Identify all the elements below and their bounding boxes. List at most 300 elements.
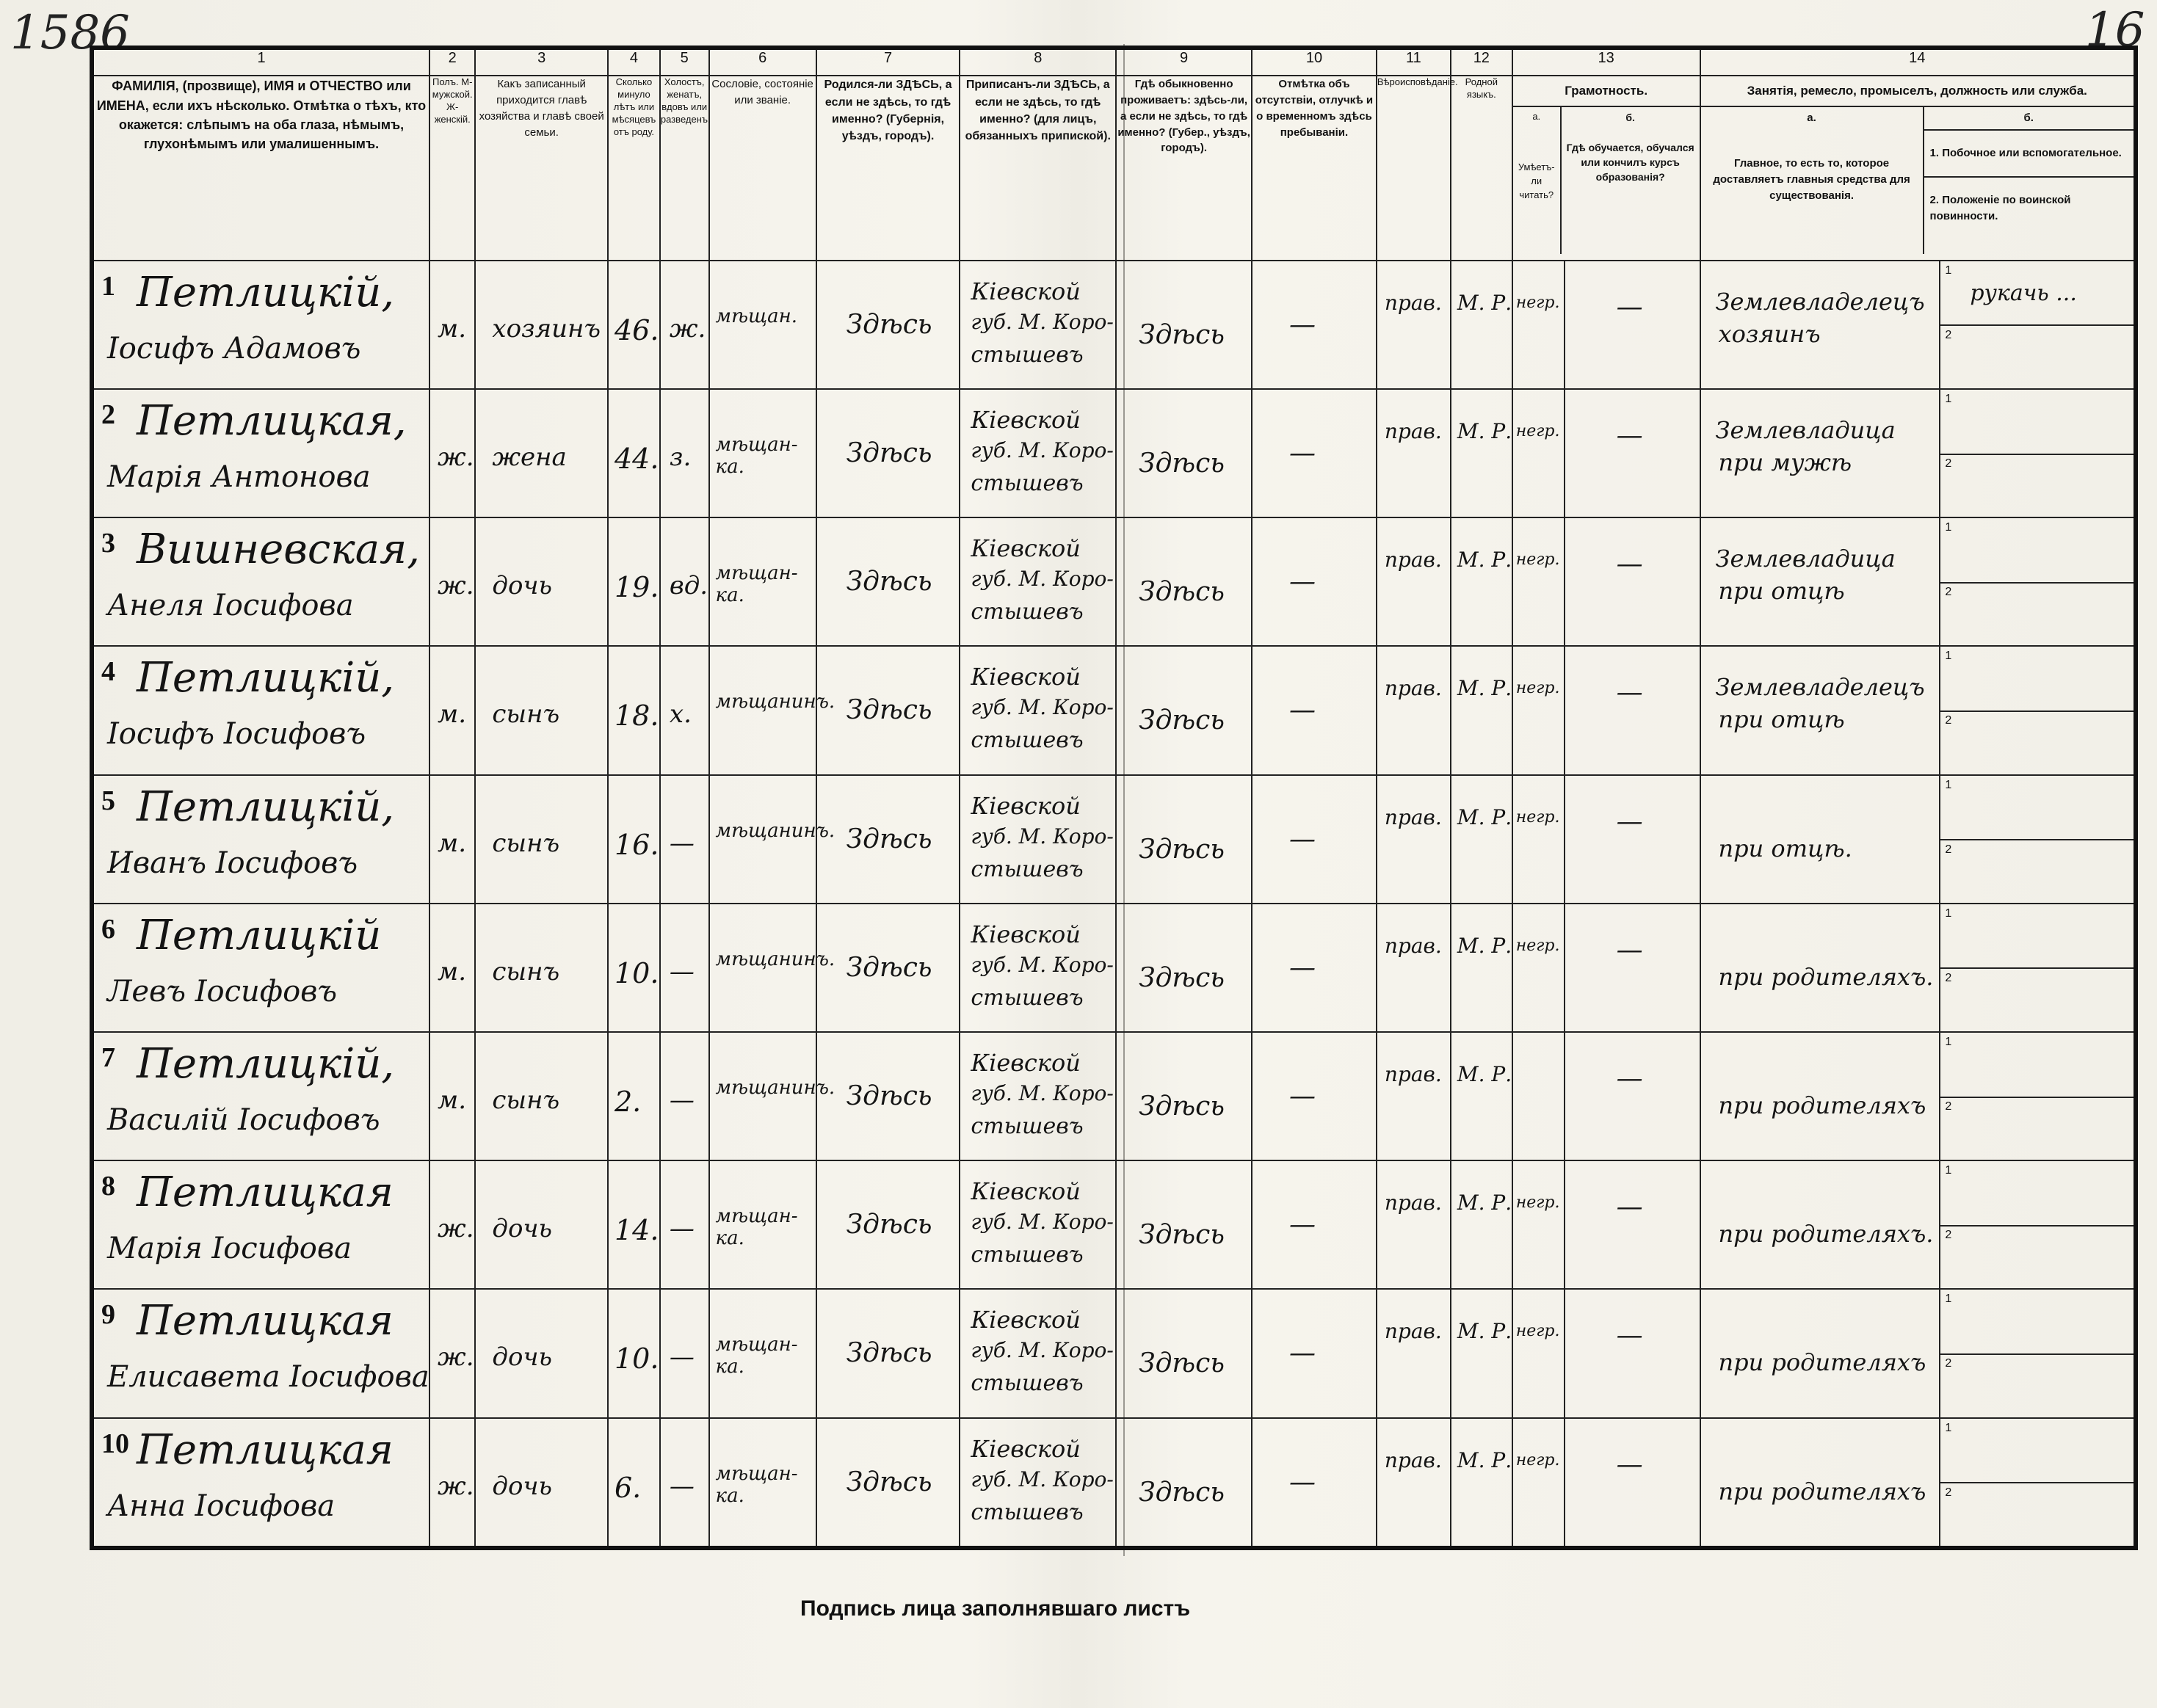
cell-literate xyxy=(1512,1289,1565,1417)
sex: м. xyxy=(438,313,467,344)
cell-sex xyxy=(429,775,475,904)
cell-occupation xyxy=(1700,1032,1940,1160)
religion: прав. xyxy=(1384,290,1442,315)
sub-label-2: 2 xyxy=(1945,843,1952,856)
header-occupation-a-label: а. xyxy=(1807,112,1816,125)
occupation-2: при родителяхъ. xyxy=(1718,1220,1934,1249)
school: — xyxy=(1616,934,1643,965)
cell-side-occupation xyxy=(1940,261,2136,389)
registered-3: стышевъ xyxy=(971,727,1084,754)
marital: — xyxy=(669,1085,695,1115)
colnum-5: 5 xyxy=(660,48,709,76)
cell-sex xyxy=(429,261,475,389)
cell-absence xyxy=(1252,1032,1377,1160)
cell-absence xyxy=(1252,646,1377,774)
residence: Здѣсь xyxy=(1139,962,1225,993)
registered-2: губ. М. Коро- xyxy=(971,824,1114,848)
cell-name xyxy=(92,775,429,904)
cell-estate xyxy=(709,646,835,774)
header-residence: Гдѣ обыкновенно проживаетъ: здѣсь-ли, а если не здѣсь, то гдѣ именно? (Губер., уѣздъ, городъ). xyxy=(1116,76,1252,260)
registered-3: стышевъ xyxy=(971,470,1084,496)
cell-name xyxy=(92,517,429,646)
cell-residence xyxy=(1116,517,1252,646)
cell-occupation xyxy=(1700,775,1940,904)
marital: ж. xyxy=(669,313,706,344)
cell-side-occupation xyxy=(1940,646,2136,774)
sub-label-1: 1 xyxy=(1945,906,1952,920)
occupation-2: при родителяхъ xyxy=(1718,1091,1926,1119)
cell-age xyxy=(608,261,660,389)
absence: — xyxy=(1289,309,1316,340)
cell-marital xyxy=(660,389,709,517)
occupation-1: Землевладица xyxy=(1715,415,1896,444)
born: Здѣсь xyxy=(846,1080,932,1111)
header-literacy-b-label: б. xyxy=(1625,112,1635,124)
cell-born xyxy=(816,904,960,1032)
cell-estate xyxy=(709,1418,816,1548)
surname: Вишневская, xyxy=(137,526,420,574)
registered-3: стышевъ xyxy=(971,1499,1084,1525)
registered-2: губ. М. Коро- xyxy=(971,1080,1114,1105)
school: — xyxy=(1616,291,1643,322)
age: 46. xyxy=(614,313,659,346)
estate: мѣщанинъ. xyxy=(715,819,835,842)
cell-absence xyxy=(1252,1418,1377,1548)
cell-name xyxy=(92,389,429,517)
estate: мѣщан-ка. xyxy=(715,433,798,478)
cell-school xyxy=(1565,1289,1700,1417)
cell-school xyxy=(1565,1418,1700,1548)
cell-sex xyxy=(429,1160,475,1289)
cell-registered xyxy=(960,517,1116,646)
cell-relation xyxy=(475,1032,608,1160)
cell-language xyxy=(1451,1160,1512,1289)
age: 2. xyxy=(614,1085,642,1118)
cell-literate xyxy=(1512,904,1565,1032)
header-literacy-title: Грамотность. xyxy=(1513,76,1700,107)
cell-language xyxy=(1451,389,1512,517)
sub-label-1: 1 xyxy=(1945,1293,1952,1306)
cell-occupation xyxy=(1700,1289,1940,1417)
sub-divider xyxy=(1940,839,2134,840)
born: Здѣсь xyxy=(846,567,932,597)
cell-religion xyxy=(1377,646,1451,774)
sub-label-2: 2 xyxy=(1945,714,1952,727)
cell-relation xyxy=(475,517,608,646)
registered-1: Кіевской xyxy=(971,1306,1081,1334)
cell-sex xyxy=(429,517,475,646)
sex: ж. xyxy=(438,1214,474,1244)
literate: негр. xyxy=(1515,1322,1560,1341)
header-occupation-b-label: б. xyxy=(2023,112,2034,125)
age: 10. xyxy=(614,956,659,989)
cell-literate xyxy=(1512,1160,1565,1289)
header-sex: Полъ. М-мужской. Ж-женскій. xyxy=(429,76,475,260)
cell-marital xyxy=(660,1160,709,1289)
school: — xyxy=(1616,1192,1643,1223)
sex: м. xyxy=(438,1085,467,1115)
cell-side-occupation xyxy=(1940,775,2136,904)
cell-age xyxy=(608,1032,660,1160)
registered-3: стышевъ xyxy=(971,856,1084,882)
sub-divider xyxy=(1940,1482,2134,1483)
colnum-13: 13 xyxy=(1512,48,1700,76)
sub-label-2: 2 xyxy=(1945,586,1952,599)
registered-1: Кіевской xyxy=(971,1434,1081,1463)
colnum-3: 3 xyxy=(475,48,608,76)
relation: хозяинъ xyxy=(492,313,601,344)
born: Здѣсь xyxy=(846,1467,932,1497)
cell-marital xyxy=(660,1032,709,1160)
page-number-right: 16 xyxy=(2085,3,2145,57)
header-occupation xyxy=(1700,76,2136,260)
cell-residence xyxy=(1116,646,1252,774)
cell-age xyxy=(608,646,660,774)
residence: Здѣсь xyxy=(1139,1348,1225,1379)
occupation-2: при родителяхъ xyxy=(1718,1348,1926,1377)
cell-relation xyxy=(475,646,608,774)
sub-label-1: 1 xyxy=(1945,521,1952,534)
cell-marital xyxy=(660,517,709,646)
cell-language xyxy=(1451,1418,1512,1548)
cell-estate xyxy=(709,1289,816,1417)
sub-label-1: 1 xyxy=(1945,1421,1952,1434)
residence: Здѣсь xyxy=(1139,319,1225,350)
column-number-row xyxy=(92,48,2136,76)
surname: Петлицкій, xyxy=(137,1039,395,1088)
header-estate: Сословіе, состояніе или званіе. xyxy=(709,76,816,260)
cell-name xyxy=(92,261,429,389)
sub-label-2: 2 xyxy=(1945,1229,1952,1242)
cell-school xyxy=(1565,517,1700,646)
cell-absence xyxy=(1252,517,1377,646)
registered-3: стышевъ xyxy=(971,1113,1084,1139)
relation: дочь xyxy=(492,1342,553,1373)
age: 10. xyxy=(614,1342,659,1376)
given-name: Левъ Іосифовъ xyxy=(107,974,338,1009)
age: 19. xyxy=(614,571,659,604)
cell-side-occupation xyxy=(1940,389,2136,517)
cell-estate xyxy=(709,775,835,904)
sub-label-1: 1 xyxy=(1945,778,1952,791)
cell-school xyxy=(1565,904,1700,1032)
cell-relation xyxy=(475,261,608,389)
census-row xyxy=(92,904,2136,1032)
residence: Здѣсь xyxy=(1139,1477,1225,1508)
surname: Петлицкая xyxy=(137,1425,394,1474)
sub-divider xyxy=(1940,711,2134,712)
cell-registered xyxy=(960,775,1116,904)
surname: Петлицкая, xyxy=(137,396,407,445)
estate: мѣщанинъ. xyxy=(715,1076,835,1099)
cell-residence xyxy=(1116,904,1252,1032)
cell-language xyxy=(1451,517,1512,646)
cell-school xyxy=(1565,261,1700,389)
born: Здѣсь xyxy=(846,437,932,468)
cell-marital xyxy=(660,904,709,1032)
sex: ж. xyxy=(438,1471,474,1501)
cell-estate xyxy=(709,904,835,1032)
cell-language xyxy=(1451,646,1512,774)
registered-1: Кіевской xyxy=(971,1048,1081,1077)
born: Здѣсь xyxy=(846,695,932,726)
sub-divider xyxy=(1940,454,2134,455)
absence: — xyxy=(1289,695,1316,726)
language: М. Р. xyxy=(1457,933,1512,958)
residence: Здѣсь xyxy=(1139,448,1225,479)
literate: негр. xyxy=(1515,936,1560,955)
row-number: 10 xyxy=(101,1428,129,1459)
sex: м. xyxy=(438,828,467,858)
registered-3: стышевъ xyxy=(971,599,1084,625)
religion: прав. xyxy=(1384,418,1442,443)
absence: — xyxy=(1289,1467,1316,1497)
religion: прав. xyxy=(1384,676,1442,701)
cell-born xyxy=(816,1160,960,1289)
cell-religion xyxy=(1377,261,1451,389)
marital: з. xyxy=(669,442,692,472)
row-number: 7 xyxy=(101,1042,115,1073)
language: М. Р. xyxy=(1457,1447,1512,1472)
cell-born xyxy=(816,1418,960,1548)
cell-estate xyxy=(709,1160,816,1289)
sub-label-1: 1 xyxy=(1945,1035,1952,1048)
cell-estate xyxy=(709,1032,835,1160)
cell-absence xyxy=(1252,1289,1377,1417)
colnum-12: 12 xyxy=(1451,48,1512,76)
age: 18. xyxy=(614,699,659,733)
religion: прав. xyxy=(1384,1191,1442,1215)
cell-registered xyxy=(960,261,1116,389)
given-name: Анна Іосифова xyxy=(107,1489,336,1523)
sub-label-2: 2 xyxy=(1945,1486,1952,1499)
header-row xyxy=(92,76,2136,260)
header-main-occupation: Главное, то есть то, которое доставляетъ главныя средства для существованія. xyxy=(1713,157,1910,202)
cell-registered xyxy=(960,646,1116,774)
cell-marital xyxy=(660,775,709,904)
colnum-6: 6 xyxy=(709,48,816,76)
registered-2: губ. М. Коро- xyxy=(971,309,1114,334)
estate: мѣщан-ка. xyxy=(715,562,798,607)
registered-2: губ. М. Коро- xyxy=(971,1210,1114,1235)
estate: мѣщанинъ. xyxy=(715,691,835,713)
cell-religion xyxy=(1377,1160,1451,1289)
cell-residence xyxy=(1116,1160,1252,1289)
cell-literate xyxy=(1512,1032,1565,1160)
relation: сынъ xyxy=(492,956,560,986)
occupation-2: при отцѣ. xyxy=(1718,834,1852,862)
school: — xyxy=(1616,549,1643,580)
registered-3: стышевъ xyxy=(971,1370,1084,1397)
occupation-1: Землевладица xyxy=(1715,545,1896,573)
religion: прав. xyxy=(1384,1447,1442,1472)
sex: м. xyxy=(438,956,467,986)
colnum-8: 8 xyxy=(960,48,1116,76)
cell-born xyxy=(816,1289,960,1417)
row-number: 8 xyxy=(101,1171,115,1202)
cell-born xyxy=(816,646,960,774)
registered-1: Кіевской xyxy=(971,534,1081,563)
cell-age xyxy=(608,517,660,646)
cell-marital xyxy=(660,1418,709,1548)
marital: — xyxy=(669,828,695,858)
header-registered: Приписанъ-ли ЗДѢСЬ, а если не здѣсь, то гдѣ именно? (для лицъ, обязанныхъ припиской). xyxy=(960,76,1116,260)
marital: вд. xyxy=(669,571,708,601)
surname: Петлицкая xyxy=(137,1297,394,1345)
given-name: Иванъ Іосифовъ xyxy=(107,846,358,880)
cell-relation xyxy=(475,1418,608,1548)
registered-3: стышевъ xyxy=(971,984,1084,1011)
cell-registered xyxy=(960,389,1116,517)
cell-born xyxy=(816,1032,960,1160)
age: 16. xyxy=(614,828,659,861)
census-row xyxy=(92,389,2136,517)
cell-marital xyxy=(660,1289,709,1417)
relation: дочь xyxy=(492,1214,553,1244)
language: М. Р. xyxy=(1457,1191,1512,1215)
given-name: Марія Іосифова xyxy=(107,1232,352,1266)
residence: Здѣсь xyxy=(1139,705,1225,736)
cell-age xyxy=(608,1289,660,1417)
cell-side-occupation xyxy=(1940,904,2136,1032)
cell-absence xyxy=(1252,775,1377,904)
cell-absence xyxy=(1252,389,1377,517)
sub-label-1: 1 xyxy=(1945,392,1952,405)
row-number: 2 xyxy=(101,399,115,430)
cell-language xyxy=(1451,775,1512,904)
header-can-read: Умѣетъ-ли читать? xyxy=(1518,161,1555,201)
cell-registered xyxy=(960,1418,1116,1548)
language: М. Р. xyxy=(1457,418,1512,443)
literate: негр. xyxy=(1515,550,1560,570)
cell-occupation xyxy=(1700,517,1940,646)
colnum-2: 2 xyxy=(429,48,475,76)
estate: мѣщанинъ. xyxy=(715,948,835,970)
cell-age xyxy=(608,389,660,517)
sub-label-2: 2 xyxy=(1945,457,1952,470)
header-military: 2. Положеніе по воинской повинности. xyxy=(1929,193,2071,222)
colnum-4: 4 xyxy=(608,48,660,76)
religion: прав. xyxy=(1384,548,1442,573)
absence: — xyxy=(1289,567,1316,597)
age: 44. xyxy=(614,442,659,475)
relation: сынъ xyxy=(492,1085,560,1115)
cell-name xyxy=(92,1032,429,1160)
registered-2: губ. М. Коро- xyxy=(971,437,1114,462)
registered-3: стышевъ xyxy=(971,1242,1084,1268)
registered-1: Кіевской xyxy=(971,405,1081,434)
residence: Здѣсь xyxy=(1139,577,1225,608)
literate: негр. xyxy=(1515,679,1560,698)
cell-marital xyxy=(660,646,709,774)
cell-literate xyxy=(1512,1418,1565,1548)
language: М. Р. xyxy=(1457,804,1512,829)
cell-religion xyxy=(1377,389,1451,517)
marital: — xyxy=(669,1471,695,1501)
cell-language xyxy=(1451,1289,1512,1417)
given-name: Іосифъ Адамовъ xyxy=(107,331,361,366)
relation: сынъ xyxy=(492,828,560,858)
cell-absence xyxy=(1252,904,1377,1032)
literate: негр. xyxy=(1515,1450,1560,1469)
header-education: Гдѣ обучается, обучался или кончилъ курсъ образованія? xyxy=(1566,141,1694,183)
cell-occupation xyxy=(1700,1418,1940,1548)
marital: — xyxy=(669,956,695,986)
literate: негр. xyxy=(1515,421,1560,440)
marital: х. xyxy=(669,699,692,730)
sub-divider xyxy=(1940,1097,2134,1098)
header-literacy-a-label: а. xyxy=(1532,111,1541,123)
registered-2: губ. М. Коро- xyxy=(971,952,1114,977)
cell-language xyxy=(1451,1032,1512,1160)
cell-religion xyxy=(1377,517,1451,646)
given-name: Василій Іосифовъ xyxy=(107,1102,380,1137)
occupation-1: Землевладелецъ xyxy=(1715,673,1925,702)
cell-age xyxy=(608,1160,660,1289)
given-name: Елисавета Іосифова xyxy=(107,1360,429,1395)
estate: мѣщан-ка. xyxy=(715,1205,798,1250)
residence: Здѣсь xyxy=(1139,1091,1225,1122)
cell-relation xyxy=(475,389,608,517)
relation: дочь xyxy=(492,1471,553,1501)
census-row xyxy=(92,1032,2136,1160)
cell-estate xyxy=(709,517,816,646)
cell-language xyxy=(1451,261,1512,389)
cell-side-occupation xyxy=(1940,517,2136,646)
school: — xyxy=(1616,677,1643,708)
registered-1: Кіевской xyxy=(971,1177,1081,1206)
occupation-2: при родителяхъ xyxy=(1718,1477,1926,1505)
cell-born xyxy=(816,517,960,646)
header-literacy xyxy=(1512,76,1700,260)
cell-side-occupation xyxy=(1940,1418,2136,1548)
census-row xyxy=(92,1418,2136,1548)
cell-estate xyxy=(709,261,816,389)
surname: Петлицкая xyxy=(137,1169,394,1217)
occupation-2: хозяинъ xyxy=(1718,319,1821,348)
cell-side-occupation xyxy=(1940,1160,2136,1289)
colnum-9: 9 xyxy=(1116,48,1252,76)
row-number: 3 xyxy=(101,528,115,559)
header-language: Родной языкъ. xyxy=(1451,76,1512,260)
religion: прав. xyxy=(1384,804,1442,829)
census-row xyxy=(92,646,2136,774)
cell-name xyxy=(92,646,429,774)
cell-religion xyxy=(1377,1032,1451,1160)
religion: прав. xyxy=(1384,1061,1442,1086)
cell-literate xyxy=(1512,389,1565,517)
given-name: Анеля Іосифова xyxy=(107,589,354,623)
literate: негр. xyxy=(1515,807,1560,826)
colnum-10: 10 xyxy=(1252,48,1377,76)
language: М. Р. xyxy=(1457,1061,1512,1086)
surname: Петлицкій, xyxy=(137,782,395,831)
colnum-11: 11 xyxy=(1377,48,1451,76)
cell-occupation xyxy=(1700,646,1940,774)
header-marital: Холостъ, женатъ, вдовъ или разведенъ. xyxy=(660,76,709,260)
absence: — xyxy=(1289,1210,1316,1240)
cell-school xyxy=(1565,1032,1700,1160)
cell-name xyxy=(92,1289,429,1417)
colnum-7: 7 xyxy=(816,48,960,76)
relation: сынъ xyxy=(492,699,560,730)
born: Здѣсь xyxy=(846,1210,932,1240)
cell-literate xyxy=(1512,261,1565,389)
cell-registered xyxy=(960,904,1116,1032)
cell-residence xyxy=(1116,775,1252,904)
sub-divider xyxy=(1940,324,2134,326)
colnum-14: 14 xyxy=(1700,48,2136,76)
